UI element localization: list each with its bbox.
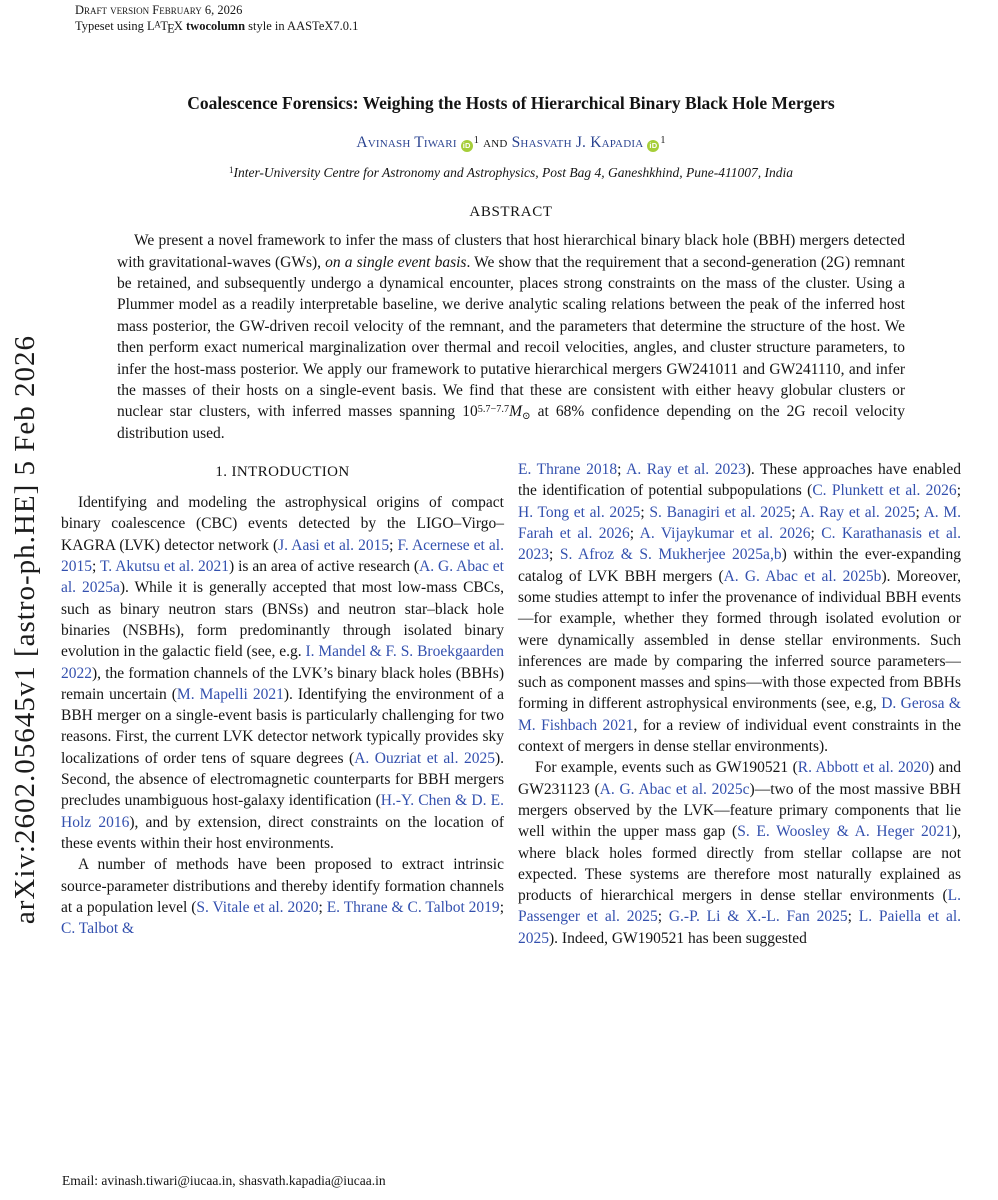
right-column xyxy=(518,459,961,1109)
citation-link[interactable]: C. Talbot & xyxy=(61,920,135,938)
typeset-line: Typeset using LATEX twocolumn style in AASTeX7.0.1 xyxy=(75,18,359,35)
paper-content xyxy=(61,92,961,1109)
email-footnote: Email: avinash.tiwari@iucaa.in, shasvath.kapadia@iucaa.in xyxy=(62,1173,386,1188)
author-name: Shasvath J. Kapadia xyxy=(511,134,644,152)
paragraph: For example, events such as GW190521 (R. Abbott et al. 2020) and GW231123 (A. G. Abac et al. 2025c)—two of the most massive BBH mergers observed by the LVK—feature primary components that lie well within the upper mass gap (S. E. Woosley & A. Heger 2021), where black holes formed directly from stellar collapse are not expected. These systems are therefore most naturally explained as products of hierarchical mergers in dense stellar environments (L. Passenger et al. 2025; G.-P. Li & X.-L. Fan 2025; L. Paiella et al. 2025). Indeed, GW190521 has been suggested xyxy=(518,759,961,947)
citation-link[interactable]: R. Abbott et al. 2020 xyxy=(797,759,930,777)
citation-link[interactable]: H.-Y. Chen & D. E. Holz 2016 xyxy=(61,792,504,831)
citation-link[interactable]: M. Mapelli 2021 xyxy=(176,685,284,703)
paper-title: Coalescence Forensics: Weighing the Hosts of Hierarchical Binary Black Hole Mergers xyxy=(187,93,835,113)
citation-link[interactable]: E. Thrane 2018 xyxy=(518,461,618,479)
draft-version-line: Draft version February 6, 2026 xyxy=(75,3,243,17)
citation-link[interactable]: S. E. Woosley & A. Heger 2021 xyxy=(737,823,952,841)
paragraph: E. Thrane 2018; A. Ray et al. 2023). These approaches have enabled the identification of potential subpopulations (C. Plunkett et al. 2026; H. Tong et al. 2025; S. Banagiri et al. 2025; A. Ray et al. 2025; A. M. Farah et al. 2026; A. Vijaykumar et al. 2026; C. Karathanasis et al. 2023; S. Afroz & S. Mukherjee 2025a,b) within the ever-expanding catalog of LVK BBH mergers (A. G. Abac et al. 2025b). Moreover, some studies attempt to infer the provenance of individual BBH events—for example, whether they formed through isolated evolution or were dynamically assembled in dense stellar environments. Such inferences are made by comparing the inferred source parameters—such as component masses and spins—with those expected from BBHs forming in different astrophysical environments (see, e.g, D. Gerosa & M. Fishbach 2021, for a review of individual event constraints in the context of mergers in dense stellar environments). xyxy=(518,461,961,756)
citation-link[interactable]: L. Passenger et al. 2025 xyxy=(518,887,961,926)
citation-link[interactable]: E. Thrane & C. Talbot 2019 xyxy=(326,898,500,916)
arxiv-id-text: arXiv:2602.05645v1 [astro-ph.HE] 5 Feb 2026 xyxy=(8,335,41,925)
citation-link[interactable]: F. Acernese et al. 2015 xyxy=(61,536,504,576)
latex-logo: LATEX xyxy=(147,18,183,35)
citation-link[interactable]: C. Plunkett et al. 2026 xyxy=(812,482,957,500)
citation-link[interactable]: S. Banagiri et al. 2025 xyxy=(649,503,792,521)
citation-link[interactable]: A. Vijaykumar et al. 2026 xyxy=(639,525,811,543)
draft-header xyxy=(75,3,358,35)
citation-link[interactable]: A. G. Abac et al. 2025c xyxy=(599,780,750,798)
citation-link[interactable]: S. Afroz & S. Mukherjee 2025a xyxy=(559,546,770,564)
abstract-heading: ABSTRACT xyxy=(469,204,553,221)
citation-link[interactable]: L. Paiella et al. 2025 xyxy=(518,908,961,947)
affiliation-line: $^1$Inter-University Centre for Astronomy and Astrophysics, Post Bag 4, Ganeshkhind, Pune-411007, India xyxy=(229,165,793,181)
citation-link[interactable]: A. G. Abac et al. 2025a xyxy=(61,558,504,597)
two-column-body xyxy=(61,459,961,1109)
citation-link[interactable]: A. Ray et al. 2025 xyxy=(799,503,916,521)
citation-link[interactable]: J. Aasi et al. 2015 xyxy=(278,536,390,554)
citation-link[interactable]: A. M. Farah et al. 2026 xyxy=(518,503,961,543)
orcid-icon[interactable]: iD xyxy=(461,140,473,152)
citation-link[interactable]: S. Vitale et al. 2020 xyxy=(196,898,319,916)
abstract-text: We present a novel framework to infer the mass of clusters that host hierarchical binary black hole (BBH) mergers detected with gravitational-waves (GWs), on a single event basis. We show that the requirement that a second-generation (2G) remnant be retained, and subsequently undergo a dynamical encounter, places strong constraints on the mass of the cluster. Using a Plummer model as a readily interpretable baseline, we derive analytic scaling relations between the peak of the inferred host mass posterior, the GW-driven recoil velocity of the remnant, and the parameters that determine the structure of the host. We then perform exact numerical marginalization over thermal and recoil velocities, angles, and cluster structure parameters, to infer the host-mass posterior. We apply our framework to putative hierarchical mergers GW241011 and GW241110, and infer the masses of their hosts on a single-event basis. We find that these are consistent with either heavy globular clusters or nuclear star clusters, with inferred masses spanning $10^{5.7-7.7}M_⊙$ at 68% confidence depending on the 2G recoil velocity distribution used. xyxy=(117,232,905,442)
citation-link[interactable]: H. Tong et al. 2025 xyxy=(518,503,641,521)
orcid-icon[interactable]: iD xyxy=(647,140,659,152)
arxiv-watermark xyxy=(2,262,48,998)
citation-link[interactable]: ,b xyxy=(769,546,782,564)
paragraph: A number of methods have been proposed to extract intrinsic source-parameter distributions and thereby identify formation channels at a population level (S. Vitale et al. 2020; E. Thrane & C. Talbot 2019; C. Talbot & xyxy=(61,856,504,938)
citation-link[interactable]: I. Mandel & F. S. Broekgaarden 2022 xyxy=(61,643,504,682)
citation-link[interactable]: A. G. Abac et al. 2025b xyxy=(723,567,882,585)
section-heading-introduction: 1. INTRODUCTION xyxy=(215,464,350,481)
citation-link[interactable]: C. Karathanasis et al. 2023 xyxy=(518,525,961,564)
author-line: Avinash Tiwari $iD^1$ and Shasvath J. Kapadia $iD^1$ xyxy=(356,134,666,152)
citation-link[interactable]: A. Ray et al. 2023 xyxy=(626,461,746,479)
paragraph: Identifying and modeling the astrophysical origins of compact binary coalescence (CBC) events detected by the LIGO–Virgo–KAGRA (LVK) detector network (J. Aasi et al. 2015; F. Acernese et al. 2015; T. Akutsu et al. 2021) is an area of active research (A. G. Abac et al. 2025a). While it is generally accepted that most low-mass CBCs, such as binary neutron stars (BNSs) and neutron star–black hole binaries (NSBHs), form predominantly through isolated binary evolution in the galactic field (see, e.g. I. Mandel & F. S. Broekgaarden 2022), the formation channels of the LVK’s binary black holes (BBHs) remain uncertain (M. Mapelli 2021). Identifying the environment of a BBH merger on a single-event basis is particularly challenging for two reasons. First, the current LVK detector network typically provides sky localizations of order tens of square degrees (A. Ouzriat et al. 2025). Second, the absence of electromagnetic counterparts for BBH mergers precludes unambiguous host-galaxy identification (H.-Y. Chen & D. E. Holz 2016), and by extension, direct constraints on the location of these events within their host environments. xyxy=(61,494,504,852)
citation-link[interactable]: D. Gerosa & M. Fishbach 2021 xyxy=(518,695,961,734)
citation-link[interactable]: A. Ouzriat et al. 2025 xyxy=(354,749,495,767)
author-name: Avinash Tiwari xyxy=(356,134,457,152)
left-column xyxy=(61,459,504,1109)
citation-link[interactable]: T. Akutsu et al. 2021 xyxy=(99,558,229,576)
citation-link[interactable]: G.-P. Li & X.-L. Fan 2025 xyxy=(668,908,848,926)
